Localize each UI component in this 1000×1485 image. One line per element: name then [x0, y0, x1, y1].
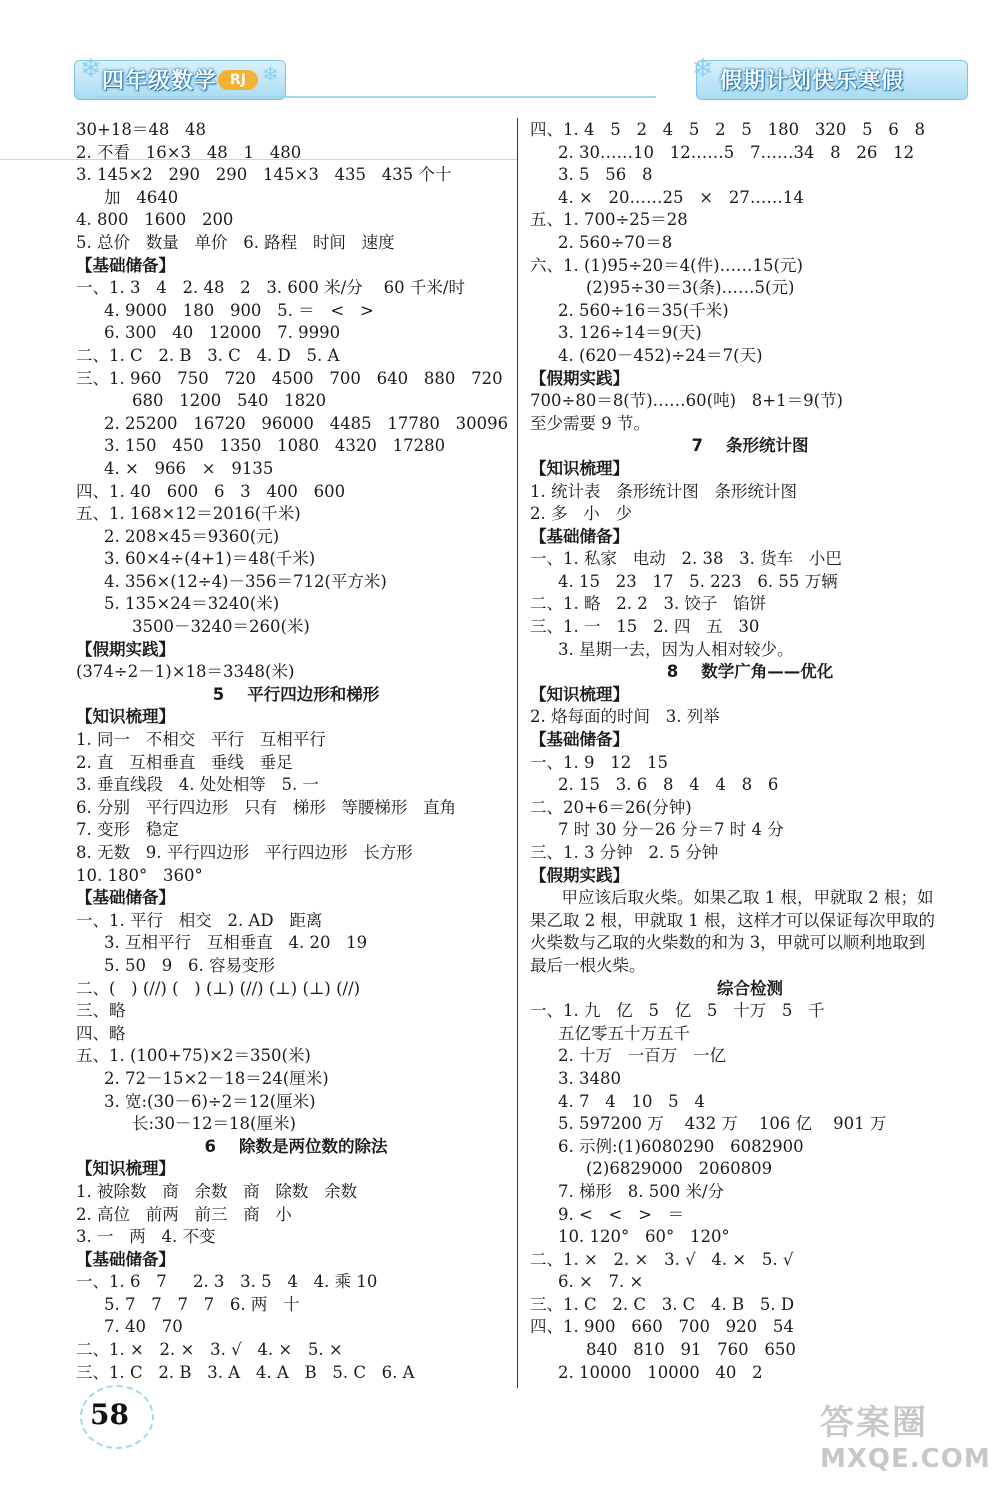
- header-rule: [96, 96, 656, 98]
- answer-line: 三、略: [76, 1001, 126, 1021]
- answer-line: 加 4640: [104, 187, 179, 207]
- answer-line: 三、1. 一 15 2. 四 五 30: [530, 617, 760, 637]
- answer-line: 3. 60×4÷(4+1)＝48(千米): [104, 549, 316, 569]
- answer-line: 2. 烙每面的时间 3. 列举: [530, 707, 720, 727]
- answer-line: 三、1. 960 750 720 4500 700 640 880 720: [76, 368, 503, 388]
- watermark-logo-text: 答案圈: [820, 1403, 928, 1443]
- right-column: [530, 119, 970, 1384]
- answer-line: 最后一根火柴。: [530, 955, 646, 975]
- answer-line: 三、1. 3 分钟 2. 5 分钟: [530, 843, 719, 862]
- answer-line: 4. 9000 180 900 5. ＝ < >: [104, 300, 374, 320]
- answer-line: 3. 一 两 4. 不变: [76, 1227, 216, 1247]
- page-header: [0, 0, 1000, 120]
- answer-line: 二、1. 略 2. 2 3. 饺子 馅饼: [530, 594, 767, 614]
- snowflake-icon: ❄: [262, 62, 279, 86]
- answer-line: 3500－3240＝260(米): [132, 617, 310, 637]
- header-badge: RJ: [218, 70, 258, 90]
- answer-line: 3. 星期一去，因为人相对较少。: [558, 639, 794, 659]
- answer-line: 2. 高位 前两 前三 商 小: [76, 1204, 292, 1224]
- answer-line: 1. 同一 不相交 平行 互相平行: [76, 730, 326, 750]
- answer-line: 综合检测: [717, 978, 783, 998]
- answer-line: 【知识梳理】: [76, 707, 175, 727]
- answer-line: 700÷80＝8(节)……60(吨) 8+1＝9(节): [530, 391, 843, 411]
- answer-line: 4. × 966 × 9135: [104, 458, 274, 478]
- watermark-url: MXQE.COM: [820, 1444, 991, 1474]
- answer-line: 长:30－12＝18(厘米): [132, 1114, 296, 1134]
- answer-line: 2. 560÷16＝35(千米): [558, 300, 729, 320]
- answer-line: 【假期实践】: [76, 639, 175, 659]
- answer-line: 8. 无数 9. 平行四边形 平行四边形 长方形: [76, 843, 413, 862]
- answer-line: 5. 597200 万 432 万 106 亿 901 万: [558, 1114, 887, 1134]
- answer-line: 2. 10000 10000 40 2: [558, 1362, 763, 1382]
- answer-line: 四、1. 40 600 6 3 400 600: [76, 481, 346, 501]
- answer-line: 7. 变形 稳定: [76, 820, 179, 840]
- answer-line: 一、1. 9 12 15: [530, 752, 668, 772]
- page-number: 58: [90, 1398, 129, 1431]
- answer-line: 9. < < > ＝: [558, 1204, 685, 1224]
- answer-line: 1. 被除数 商 余数 商 除数 余数: [76, 1181, 358, 1201]
- answer-line: 7. 40 70: [104, 1317, 183, 1337]
- answer-line: 2. 直 互相垂直 垂线 垂足: [76, 752, 293, 772]
- answer-line: 4. 15 23 17 5. 223 6. 55 万辆: [558, 571, 838, 591]
- answer-line: 3. 互相平行 互相垂直 4. 20 19: [104, 933, 368, 953]
- answer-line: 一、1. 6 7 2. 3 3. 5 4 4. 乘 10: [76, 1272, 378, 1292]
- answer-line: 二、20+6＝26(分钟): [530, 797, 692, 817]
- answer-line: 【知识梳理】: [530, 684, 629, 704]
- answer-line: 5. 135×24＝3240(米): [104, 594, 280, 614]
- answer-line: 7 条形统计图: [691, 436, 809, 456]
- answer-line: 1. 统计表 条形统计图 条形统计图: [530, 481, 797, 501]
- answer-line: (2)6829000 2060809: [586, 1159, 773, 1179]
- answer-line: 3. 145×2 290 290 145×3 435 435 个十: [76, 165, 452, 185]
- answer-line: 2. 不看 16×3 48 1 480: [76, 142, 302, 162]
- answer-line: 2. 208×45＝9360(元): [104, 526, 280, 546]
- answer-line: 二、1. C 2. B 3. C 4. D 5. A: [76, 345, 340, 365]
- answer-line: 六、1. (1)95÷20＝4(件)……15(元): [530, 255, 803, 275]
- answer-line: 2. 15 3. 6 8 4 4 8 6: [558, 775, 779, 795]
- answer-line: 2. 十万 一百万 一亿: [558, 1046, 726, 1066]
- answer-line: 【基础储备】: [530, 730, 629, 750]
- answer-line: 二、1. × 2. × 3. √ 4. × 5. √: [530, 1249, 794, 1269]
- answer-line: 10. 120° 60° 120°: [558, 1227, 730, 1247]
- header-left-title: 四年级数学: [102, 69, 218, 94]
- answer-line: 3. 宽:(30－6)÷2＝12(厘米): [104, 1091, 316, 1111]
- answer-line: 【基础储备】: [76, 888, 175, 908]
- answer-line: 【基础储备】: [76, 1249, 175, 1269]
- left-column: [76, 119, 516, 1384]
- answer-line: 3. 垂直线段 4. 处处相等 5. 一: [76, 775, 319, 795]
- answer-line: 3. 126÷14＝9(天): [558, 323, 702, 343]
- answer-line: 五亿零五十万五千: [558, 1023, 690, 1043]
- answer-line: 二、1. × 2. × 3. √ 4. × 5. ×: [76, 1340, 343, 1360]
- answer-line: 2. 25200 16720 96000 4485 17780 30096: [104, 413, 509, 433]
- answer-line: 10. 180° 360°: [76, 865, 203, 885]
- answer-line: 4. (620－452)÷24＝7(天): [558, 345, 763, 365]
- answer-line: 二、( ) (//) ( ) (⊥) (//) (⊥) (⊥) (//): [76, 978, 361, 998]
- answer-line: 6. × 7. ×: [558, 1272, 644, 1292]
- answer-line: 四、略: [76, 1023, 126, 1043]
- answer-line: 840 810 91 760 650: [586, 1340, 796, 1360]
- answer-line: 5. 总价 数量 单价 6. 路程 时间 速度: [76, 232, 395, 252]
- answer-line: 三、1. C 2. B 3. A 4. A B 5. C 6. A: [76, 1362, 415, 1382]
- answer-line: 2. 多 小 少: [530, 504, 632, 524]
- answer-line: 5. 7 7 7 7 6. 两 十: [104, 1294, 300, 1314]
- answer-line: (2)95÷30＝3(条)……5(元): [586, 278, 795, 298]
- answer-line: 甲应该后取火柴。如果乙取 1 根，甲就取 2 根；如: [530, 888, 934, 908]
- answer-line: 【知识梳理】: [76, 1159, 175, 1179]
- snowflake-icon: ❄: [692, 54, 714, 84]
- watermark: [820, 1395, 990, 1475]
- answer-line: 五、1. 700÷25＝28: [530, 210, 688, 230]
- answer-line: 4. 7 4 10 5 4: [558, 1091, 705, 1111]
- answer-line: 4. 356×(12÷4)－356＝712(平方米): [104, 571, 387, 591]
- answer-line: 【假期实践】: [530, 865, 629, 885]
- answer-line: 3. 5 56 8: [558, 165, 653, 185]
- answer-line: 【基础储备】: [76, 255, 175, 275]
- answer-line: 5 平行四边形和梯形: [212, 684, 380, 704]
- answer-line: (374÷2－1)×18＝3348(米): [76, 662, 295, 682]
- answer-line: 2. 72－15×2－18＝24(厘米): [104, 1068, 329, 1088]
- answer-line: 7. 梯形 8. 500 米/分: [558, 1181, 725, 1201]
- answer-line: 【假期实践】: [530, 368, 629, 388]
- answer-line: 【知识梳理】: [530, 458, 629, 478]
- answer-line: 果乙取 2 根，甲就取 1 根，这样才可以保证每次甲取的: [530, 910, 935, 930]
- answer-line: 30+18＝48 48: [76, 120, 207, 139]
- answer-line: 6. 示例:(1)6080290 6082900: [558, 1136, 804, 1156]
- answer-line: 【基础储备】: [530, 526, 629, 546]
- answer-line: 五、1. 168×12＝2016(千米): [76, 504, 301, 524]
- answer-line: 火柴数与乙取的火柴数的和为 3，甲就可以顺利地取到: [530, 933, 926, 953]
- answer-line: 6. 300 40 12000 7. 9990: [104, 323, 341, 343]
- answer-line: 3. 150 450 1350 1080 4320 17280: [104, 436, 446, 456]
- answer-line: 四、1. 900 660 700 920 54: [530, 1317, 794, 1337]
- answer-line: 3. 3480: [558, 1068, 621, 1088]
- answer-line: 2. 560÷70＝8: [558, 232, 673, 252]
- answer-line: 4. × 20……25 × 27……14: [558, 187, 804, 207]
- answer-line: 4. 800 1600 200: [76, 210, 234, 230]
- answer-line: 8 数学广角——优化: [666, 662, 834, 682]
- snowflake-icon: ❄: [80, 54, 102, 84]
- answer-line: 四、1. 4 5 2 4 5 2 5 180 320 5 6 8: [530, 120, 926, 139]
- column-divider: [517, 118, 518, 1388]
- answer-line: 一、1. 私家 电动 2. 38 3. 货车 小巴: [530, 549, 842, 569]
- answer-line: 五、1. (100+75)×2＝350(米): [76, 1046, 311, 1066]
- answer-line: 一、1. 3 4 2. 48 2 3. 600 米/分 60 千米/时: [76, 278, 465, 298]
- answer-line: 三、1. C 2. C 3. C 4. B 5. D: [530, 1294, 795, 1314]
- answer-line: 一、1. 平行 相交 2. AD 距离: [76, 910, 323, 930]
- answer-line: 5. 50 9 6. 容易变形: [104, 955, 275, 975]
- answer-line: 一、1. 九 亿 5 亿 5 十万 5 千: [530, 1001, 825, 1021]
- answer-line: 2. 30……10 12……5 7……34 8 26 12: [558, 142, 915, 162]
- answer-line: 6 除数是两位数的除法: [204, 1136, 388, 1156]
- answer-line: 7 时 30 分－26 分＝7 时 4 分: [558, 820, 784, 840]
- answer-line: 至少需要 9 节。: [530, 413, 650, 433]
- header-right-title: 假期计划快乐寒假: [720, 69, 905, 94]
- answer-line: 6. 分别 平行四边形 只有 梯形 等腰梯形 直角: [76, 797, 457, 817]
- answer-line: 680 1200 540 1820: [132, 391, 327, 411]
